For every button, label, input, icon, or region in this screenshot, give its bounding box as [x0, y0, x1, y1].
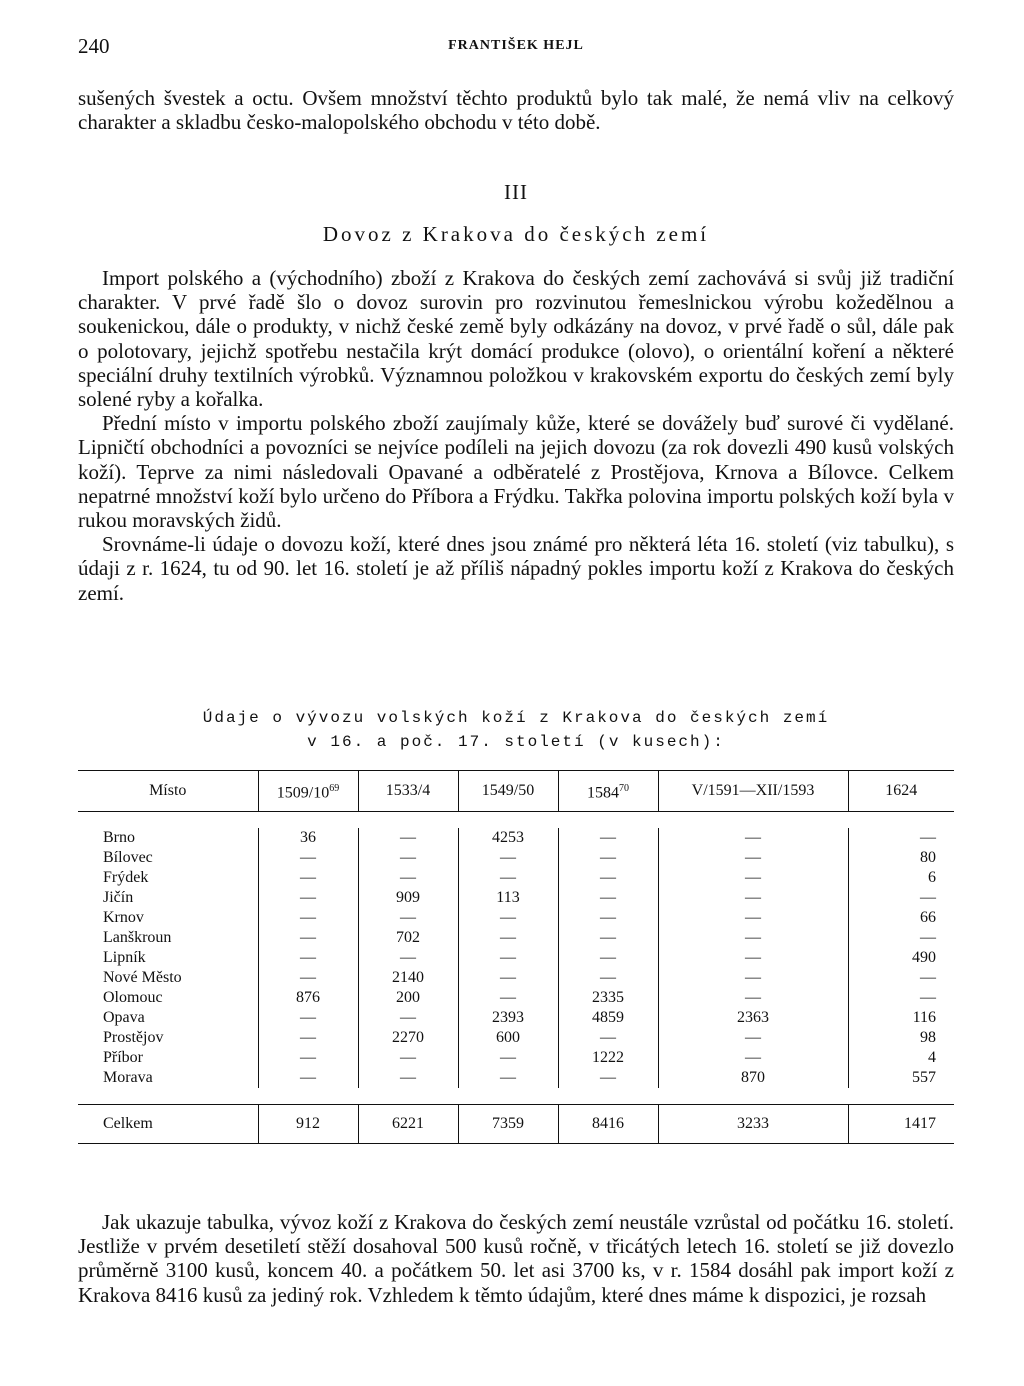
value-cell: — [848, 988, 954, 1008]
table-row [78, 1028, 954, 1048]
value-cell: 702 [358, 928, 458, 948]
value-cell: — [558, 948, 658, 968]
value-cell: — [458, 968, 558, 988]
value-cell: — [658, 1048, 848, 1068]
table-caption-line: Údaje o vývozu volských koží z Krakova do českých zemí [202, 709, 830, 727]
value-cell: — [848, 828, 954, 848]
value-cell: — [458, 1048, 558, 1068]
table-row [78, 908, 954, 928]
column-header-label: Místo [149, 782, 187, 799]
table-total-row [78, 1105, 954, 1144]
value-cell: 116 [848, 1008, 954, 1028]
page-number: 240 [78, 34, 110, 58]
place-cell: Lanškroun [103, 929, 172, 946]
total-value: 6221 [358, 1105, 458, 1144]
value-cell: — [658, 888, 848, 908]
value-cell: 113 [458, 888, 558, 908]
column-header [358, 771, 458, 812]
value-cell: 200 [358, 988, 458, 1008]
column-header [78, 771, 258, 812]
value-cell: — [558, 868, 658, 888]
column-header-label: 1624 [885, 782, 918, 799]
value-cell: 870 [658, 1068, 848, 1088]
place-cell: Olomouc [103, 989, 163, 1006]
value-cell: 36 [258, 828, 358, 848]
value-cell: 6 [848, 868, 954, 888]
value-cell: — [658, 1028, 848, 1048]
value-cell: — [658, 928, 848, 948]
place-cell: Bílovec [103, 849, 153, 866]
running-header [78, 34, 954, 58]
table-body [78, 828, 954, 1105]
body-paragraph: Srovnáme-li údaje o dovozu koží, které dnes jsou známé pro některá léta 16. století (viz tabulku), s údaji z r. 1624, tu od 90. let 16. století je až příliš nápadný pokles importu koží z Krakova do českých zemí. [78, 532, 954, 605]
total-value: 8416 [558, 1105, 658, 1144]
value-cell: — [458, 948, 558, 968]
footnote-mark: 69 [329, 782, 340, 794]
value-cell: — [258, 928, 358, 948]
value-cell: — [558, 1068, 658, 1088]
value-cell: — [848, 928, 954, 948]
value-cell: — [258, 908, 358, 928]
value-cell: — [558, 888, 658, 908]
place-cell: Prostějov [103, 1029, 164, 1046]
value-cell: — [558, 1028, 658, 1048]
column-header [558, 771, 658, 812]
value-cell: — [848, 888, 954, 908]
value-cell: — [358, 908, 458, 928]
value-cell: — [258, 968, 358, 988]
value-cell: — [658, 968, 848, 988]
column-header [258, 771, 358, 812]
value-cell: — [558, 848, 658, 868]
value-cell: — [358, 1048, 458, 1068]
value-cell: — [458, 868, 558, 888]
value-cell: — [558, 828, 658, 848]
total-value: 3233 [658, 1105, 848, 1144]
value-cell: 557 [848, 1068, 954, 1088]
value-cell: 1222 [558, 1048, 658, 1068]
value-cell: — [458, 848, 558, 868]
value-cell: — [258, 888, 358, 908]
table-caption [78, 706, 954, 754]
value-cell: — [358, 1008, 458, 1028]
value-cell: — [258, 1068, 358, 1088]
body-paragraph: Import polského a (východního) zboží z Krakova do českých zemí zachovává si svůj již tradiční charakter. V prvé řadě šlo o dovoz surovin pro rozvinutou řemeslnickou výrobu kožedělnou a soukenickou, dále o produkty, v nichž české země byly odkázány na dovoz, v prvé řadě o sůl, dále pak o polotovary, jejichž spotřebu nestačila krýt domácí produkce (olovo), o orientální koření a některé speciální druhy textilních výrobků. Významnou položkou v krakovském exportu do českých zemí byly solené ryby a kořalka. [78, 266, 954, 412]
value-cell: 80 [848, 848, 954, 868]
value-cell: — [458, 928, 558, 948]
value-cell: 909 [358, 888, 458, 908]
column-header-label: 1549/50 [481, 782, 535, 799]
value-cell: — [258, 1008, 358, 1028]
value-cell: — [358, 1068, 458, 1088]
value-cell: 2363 [658, 1008, 848, 1028]
value-cell: — [558, 928, 658, 948]
section-body [78, 266, 954, 605]
hides-export-table [78, 770, 954, 1144]
column-header [848, 771, 954, 812]
value-cell: — [358, 868, 458, 888]
value-cell: 2270 [358, 1028, 458, 1048]
table-row [78, 828, 954, 848]
value-cell: — [258, 868, 358, 888]
total-value: 1417 [848, 1105, 954, 1144]
table-row [78, 968, 954, 988]
column-header-label: 1533/4 [385, 782, 431, 799]
table-header-row [78, 771, 954, 812]
value-cell: 98 [848, 1028, 954, 1048]
value-cell: 4253 [458, 828, 558, 848]
value-cell: — [558, 968, 658, 988]
column-header [658, 771, 848, 812]
place-cell: Jičín [103, 889, 134, 906]
value-cell: — [358, 848, 458, 868]
closing-paragraph: Jak ukazuje tabulka, vývoz koží z Krakova do českých zemí neustále vzrůstal od počátku 16. století. Jestliže v prvém desetiletí stěží dosahoval 500 kusů ročně, v třicátých letech 16. století se již dovezlo průměrně 3100 kusů, koncem 40. a počátkem 50. let asi 3700 ks, v r. 1584 dosáhl pak import koží z Krakova 8416 kusů za jediný rok. Vzhledem k těmto údajům, které dnes máme k dispozici, je rozsah [78, 1210, 954, 1307]
value-cell: — [658, 988, 848, 1008]
table-row [78, 848, 954, 868]
value-cell: — [558, 908, 658, 928]
column-header-label: 1509/10 [276, 784, 330, 802]
value-cell: 2335 [558, 988, 658, 1008]
table-row [78, 1008, 954, 1028]
value-cell: — [258, 1048, 358, 1068]
table-row [78, 1068, 954, 1088]
value-cell: 2140 [358, 968, 458, 988]
body-paragraph: Přední místo v importu polského zboží zaujímaly kůže, které se dovážely buď surové či vydělané. Lipničtí obchodníci a povozníci se nejvíce podíleli na jejich dovozu (za rok dovezli 490 kusů volských koží). Teprve za nimi následovali Opavané a odběratelé z Prostějova, Krnova a Bílovce. Celkem nepatrné množství koží bylo určeno do Příbora a Frýdku. Takřka polovina importu polských koží byla v rukou moravských židů. [78, 411, 954, 533]
value-cell: — [258, 1028, 358, 1048]
table-caption-line: v 16. a poč. 17. století (v kusech): [307, 733, 725, 751]
value-cell: 490 [848, 948, 954, 968]
value-cell: — [658, 868, 848, 888]
value-cell: 66 [848, 908, 954, 928]
value-cell: — [358, 948, 458, 968]
place-cell: Frýdek [103, 869, 149, 886]
running-title: FRANTIŠEK HEJL [448, 38, 584, 53]
table-row [78, 1048, 954, 1068]
value-cell: 876 [258, 988, 358, 1008]
column-header [458, 771, 558, 812]
value-cell: — [658, 828, 848, 848]
value-cell: — [658, 948, 848, 968]
value-cell: — [358, 828, 458, 848]
value-cell: 4 [848, 1048, 954, 1068]
column-header-label: V/1591—XII/1593 [691, 782, 815, 799]
value-cell: — [658, 908, 848, 928]
value-cell: — [848, 968, 954, 988]
table-row [78, 948, 954, 968]
table-row [78, 888, 954, 908]
section-number: III [504, 180, 528, 204]
value-cell: — [458, 988, 558, 1008]
value-cell: — [458, 1068, 558, 1088]
table-row [78, 868, 954, 888]
place-cell: Opava [103, 1009, 145, 1026]
footnote-mark: 70 [619, 782, 629, 794]
value-cell: — [258, 948, 358, 968]
place-cell: Brno [103, 829, 135, 846]
total-value: 7359 [458, 1105, 558, 1144]
place-cell: Nové Město [103, 969, 182, 986]
table-row [78, 988, 954, 1008]
table-row [78, 928, 954, 948]
place-cell: Lipník [103, 949, 146, 966]
value-cell: 2393 [458, 1008, 558, 1028]
column-header-label: 1584 [587, 784, 619, 802]
value-cell: — [458, 908, 558, 928]
place-cell: Krnov [103, 909, 144, 926]
total-value: 912 [258, 1105, 358, 1144]
place-cell: Příbor [103, 1049, 143, 1066]
value-cell: — [658, 848, 848, 868]
value-cell: — [258, 848, 358, 868]
section-title: Dovoz z Krakova do českých zemí [322, 222, 710, 246]
total-label: Celkem [78, 1105, 258, 1144]
value-cell: 4859 [558, 1008, 658, 1028]
place-cell: Morava [103, 1069, 153, 1086]
intro-paragraph: sušených švestek a octu. Ovšem množství těchto produktů bylo tak malé, že nemá vliv na celkový charakter a skladbu česko-malopolského obchodu v této době. [78, 86, 954, 135]
value-cell: 600 [458, 1028, 558, 1048]
